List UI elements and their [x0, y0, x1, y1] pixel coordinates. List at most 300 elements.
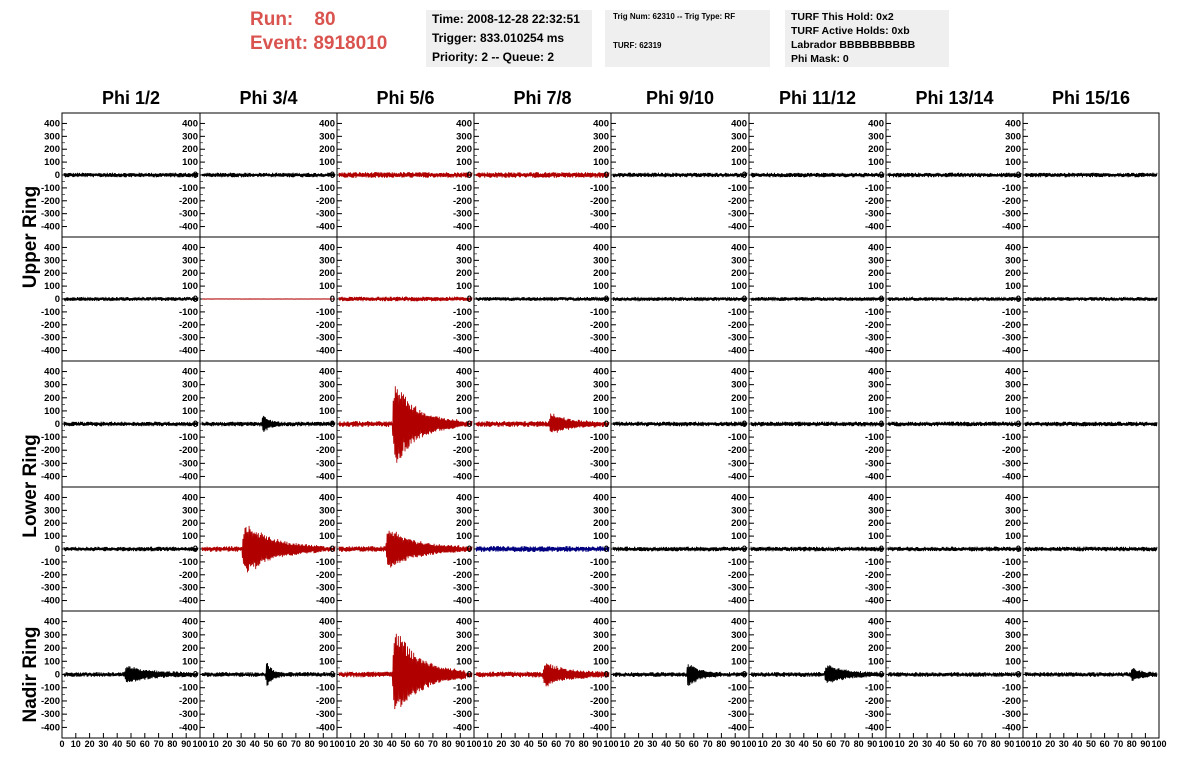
y-tick-label: 200 — [44, 518, 60, 530]
y-tick-label: 300 — [731, 255, 747, 267]
y-tick-label: -200 — [589, 569, 609, 581]
x-tick-label: 100 — [329, 739, 345, 749]
y-tick-label: -200 — [589, 695, 609, 707]
y-tick-label: -200 — [864, 319, 884, 331]
x-tick-label: 100 — [466, 739, 482, 749]
y-tick-label: 200 — [319, 268, 335, 280]
x-tick-label: 60 — [1099, 739, 1110, 749]
y-tick-label: -200 — [315, 319, 335, 331]
y-tick-label: -200 — [315, 195, 335, 207]
y-tick-label: -400 — [40, 595, 60, 607]
y-tick-label: 0 — [1015, 669, 1021, 681]
y-tick-label: 0 — [1015, 419, 1021, 430]
y-tick-label: 0 — [466, 669, 472, 681]
y-tick-label: 400 — [456, 492, 472, 504]
y-tick-label: 200 — [44, 643, 60, 655]
x-tick-label: 10 — [482, 739, 493, 749]
y-tick-label: 200 — [44, 392, 60, 404]
y-tick-label: 400 — [593, 616, 609, 628]
phi-column-title: Phi 9/10 — [645, 88, 715, 108]
y-tick-label: -100 — [727, 306, 747, 318]
x-tick-label: 100 — [878, 739, 894, 749]
y-tick-label: 200 — [731, 268, 747, 280]
y-tick-label: -400 — [315, 345, 335, 357]
x-tick-label: 90 — [318, 739, 329, 749]
y-tick-label: 200 — [182, 144, 198, 156]
y-tick-label: 300 — [868, 629, 884, 641]
y-tick-label: -200 — [1001, 695, 1021, 707]
y-tick-label: -400 — [727, 345, 747, 357]
waveform-trace — [202, 416, 335, 432]
y-tick-label: 0 — [54, 669, 60, 681]
y-tick-label: 0 — [54, 419, 60, 430]
y-tick-label: -100 — [1001, 432, 1021, 444]
x-tick-label: 40 — [386, 739, 397, 749]
y-tick-label: 300 — [1005, 131, 1021, 143]
waveform-trace — [751, 422, 884, 427]
y-tick-label: -400 — [1001, 471, 1021, 483]
x-tick-label: 30 — [373, 739, 384, 749]
y-tick-label: 300 — [182, 255, 198, 267]
y-tick-label: 100 — [593, 405, 609, 417]
y-tick-label: -200 — [40, 695, 60, 707]
y-tick-label: -100 — [40, 682, 60, 694]
y-tick-label: -100 — [315, 682, 335, 694]
x-tick-label: 10 — [757, 739, 768, 749]
waveform-trace — [64, 422, 198, 427]
y-tick-label: 100 — [319, 656, 335, 668]
phi-column-title: Phi 7/8 — [513, 88, 572, 108]
y-tick-label: 0 — [741, 419, 747, 430]
phi-column-title: Phi 15/16 — [1051, 88, 1131, 108]
y-tick-label: 100 — [868, 281, 884, 293]
y-tick-label: -400 — [589, 722, 609, 734]
waveform-trace — [476, 172, 609, 178]
y-tick-label: -300 — [452, 208, 472, 220]
y-tick-label: 100 — [593, 281, 609, 293]
run-label: Run: — [250, 9, 294, 30]
y-tick-label: -300 — [40, 208, 60, 220]
y-tick-label: 400 — [1005, 492, 1021, 504]
y-tick-label: -100 — [452, 182, 472, 194]
waveform-trace — [1025, 173, 1157, 178]
x-tick-label: 40 — [935, 739, 946, 749]
y-tick-label: 300 — [456, 629, 472, 641]
y-tick-label: 200 — [456, 518, 472, 530]
y-tick-label: 400 — [868, 492, 884, 504]
ring-label: Lower Ring — [20, 434, 41, 538]
y-tick-label: 400 — [1005, 242, 1021, 254]
y-tick-label: 300 — [456, 379, 472, 391]
y-tick-label: -400 — [1001, 345, 1021, 357]
y-tick-label: 0 — [466, 170, 472, 181]
y-tick-label: 0 — [54, 170, 60, 181]
y-tick-label: 400 — [868, 118, 884, 130]
x-tick-label: 50 — [125, 739, 137, 749]
y-tick-label: 200 — [868, 392, 884, 404]
y-tick-label: -200 — [178, 445, 198, 457]
y-tick-label: 0 — [741, 669, 747, 681]
waveform-trace — [476, 414, 609, 433]
y-tick-label: -100 — [452, 306, 472, 318]
waveform-trace — [751, 547, 884, 552]
y-tick-label: 100 — [1005, 405, 1021, 417]
x-tick-label: 50 — [812, 739, 823, 749]
y-tick-label: 300 — [182, 131, 198, 143]
y-tick-label: 400 — [44, 242, 60, 254]
waveform-trace — [64, 173, 198, 178]
waveform-trace — [339, 172, 472, 178]
y-tick-label: 400 — [731, 616, 747, 628]
y-tick-label: -300 — [178, 709, 198, 721]
y-tick-label: -300 — [315, 582, 335, 594]
x-tick-label: 80 — [304, 739, 315, 749]
y-tick-label: 400 — [1005, 616, 1021, 628]
x-tick-label: 40 — [798, 739, 809, 749]
y-tick-label: 0 — [329, 419, 335, 430]
y-tick-label: -300 — [727, 709, 747, 721]
y-tick-label: -100 — [178, 682, 198, 694]
y-tick-label: -300 — [864, 582, 884, 594]
y-tick-label: -100 — [1001, 682, 1021, 694]
y-tick-label: -200 — [1001, 195, 1021, 207]
y-tick-label: 100 — [593, 157, 609, 169]
y-tick-label: -200 — [864, 195, 884, 207]
x-tick-label: 70 — [976, 739, 987, 749]
turf-text: TURF: 62319 — [613, 41, 662, 50]
y-tick-label: -100 — [727, 556, 747, 568]
x-tick-label: 30 — [510, 739, 521, 749]
waveform-trace — [613, 664, 747, 686]
y-tick-label: 200 — [593, 518, 609, 530]
y-tick-label: 100 — [182, 531, 198, 543]
y-tick-label: 400 — [593, 118, 609, 130]
y-tick-label: 400 — [182, 118, 198, 130]
y-tick-label: 200 — [593, 643, 609, 655]
y-tick-label: 0 — [192, 419, 198, 430]
y-tick-label: 300 — [44, 255, 60, 267]
y-tick-label: -200 — [1001, 445, 1021, 457]
y-tick-label: 200 — [319, 643, 335, 655]
waveform-trace — [476, 297, 609, 301]
x-tick-label: 50 — [1085, 739, 1097, 749]
y-tick-label: -400 — [315, 471, 335, 483]
x-tick-label: 60 — [826, 739, 837, 749]
y-tick-label: 300 — [731, 505, 747, 517]
x-tick-label: 40 — [249, 739, 260, 749]
waveform-trace — [613, 547, 747, 552]
waveform-trace — [613, 173, 747, 178]
y-tick-label: 100 — [731, 405, 747, 417]
time-text: Time: 2008-12-28 22:32:51 — [432, 12, 580, 26]
y-tick-label: 200 — [319, 144, 335, 156]
y-tick-label: 0 — [603, 294, 609, 305]
phi-column-title: Phi 3/4 — [239, 88, 298, 108]
y-tick-label: -200 — [589, 445, 609, 457]
x-tick-label: 0 — [59, 739, 65, 749]
y-tick-label: 200 — [456, 392, 472, 404]
y-tick-label: -100 — [864, 556, 884, 568]
y-tick-label: -300 — [452, 709, 472, 721]
x-tick-label: 70 — [1113, 739, 1124, 749]
y-tick-label: 200 — [731, 643, 747, 655]
y-tick-label: 200 — [182, 268, 198, 280]
y-tick-label: 300 — [731, 131, 747, 143]
y-tick-label: 400 — [593, 366, 609, 378]
y-tick-label: -100 — [315, 306, 335, 318]
y-tick-label: 100 — [593, 531, 609, 543]
y-tick-label: -300 — [589, 332, 609, 344]
y-tick-label: -300 — [864, 208, 884, 220]
x-tick-label: 80 — [1126, 739, 1137, 749]
y-tick-label: 100 — [182, 656, 198, 668]
x-tick-label: 30 — [1058, 739, 1069, 749]
y-tick-label: 0 — [878, 170, 884, 181]
y-tick-label: -300 — [864, 709, 884, 721]
y-tick-label: -400 — [452, 345, 472, 357]
y-tick-label: -200 — [315, 445, 335, 457]
y-tick-label: 0 — [329, 544, 335, 555]
waveform-trace — [888, 547, 1021, 552]
y-tick-label: 400 — [182, 616, 198, 628]
y-tick-label: -400 — [178, 345, 198, 357]
y-tick-label: 200 — [44, 144, 60, 156]
y-tick-label: 100 — [44, 281, 60, 293]
y-tick-label: -400 — [1001, 595, 1021, 607]
waveform-trace — [339, 297, 472, 302]
y-tick-label: -200 — [1001, 319, 1021, 331]
y-tick-label: -200 — [452, 445, 472, 457]
y-tick-label: 0 — [192, 669, 198, 681]
y-tick-label: 400 — [44, 118, 60, 130]
x-tick-label: 30 — [785, 739, 796, 749]
y-tick-label: -200 — [178, 695, 198, 707]
y-tick-label: -300 — [1001, 582, 1021, 594]
y-tick-label: 100 — [182, 157, 198, 169]
y-tick-label: -100 — [315, 182, 335, 194]
y-tick-label: 200 — [456, 144, 472, 156]
x-tick-label: 40 — [661, 739, 672, 749]
y-tick-label: 400 — [1005, 366, 1021, 378]
y-tick-label: -200 — [452, 695, 472, 707]
y-tick-label: 400 — [456, 366, 472, 378]
y-tick-label: 100 — [1005, 531, 1021, 543]
turf-this-hold-text: TURF This Hold: 0x2 — [791, 11, 894, 23]
y-tick-label: -300 — [1001, 458, 1021, 470]
y-tick-label: 300 — [1005, 379, 1021, 391]
y-tick-label: -400 — [864, 595, 884, 607]
y-tick-label: -200 — [315, 695, 335, 707]
waveform-trace — [888, 672, 1021, 677]
y-tick-label: 100 — [1005, 157, 1021, 169]
y-tick-label: -100 — [40, 556, 60, 568]
y-tick-label: 0 — [878, 544, 884, 555]
x-tick-label: 50 — [263, 739, 274, 749]
x-tick-label: 60 — [963, 739, 974, 749]
y-tick-label: -300 — [315, 332, 335, 344]
y-tick-label: 100 — [44, 531, 60, 543]
y-tick-label: 100 — [593, 656, 609, 668]
y-tick-label: 300 — [593, 379, 609, 391]
y-tick-label: 300 — [731, 629, 747, 641]
y-tick-label: 300 — [731, 379, 747, 391]
phi-column-title: Phi 5/6 — [376, 88, 435, 108]
y-tick-label: -200 — [40, 445, 60, 457]
y-tick-label: 100 — [731, 157, 747, 169]
y-tick-label: 0 — [603, 544, 609, 555]
y-tick-label: -300 — [864, 332, 884, 344]
y-tick-label: 300 — [868, 379, 884, 391]
y-tick-label: 400 — [731, 242, 747, 254]
y-tick-label: 0 — [603, 170, 609, 181]
priority-queue-text: Priority: 2 -- Queue: 2 — [432, 50, 555, 64]
y-tick-label: 0 — [192, 170, 198, 181]
y-tick-label: 400 — [593, 242, 609, 254]
y-tick-label: -300 — [40, 582, 60, 594]
y-tick-label: -100 — [315, 556, 335, 568]
y-tick-label: -100 — [452, 682, 472, 694]
y-tick-label: -100 — [178, 432, 198, 444]
labrador-text: Labrador BBBBBBBBBB — [791, 39, 916, 51]
y-tick-label: -400 — [589, 595, 609, 607]
y-tick-label: -400 — [589, 471, 609, 483]
y-tick-label: -100 — [1001, 306, 1021, 318]
y-tick-label: 100 — [456, 405, 472, 417]
x-tick-label: 80 — [578, 739, 589, 749]
y-tick-label: 400 — [319, 242, 335, 254]
y-tick-label: -100 — [864, 182, 884, 194]
y-tick-label: -200 — [1001, 569, 1021, 581]
y-tick-label: -400 — [727, 221, 747, 233]
y-tick-label: 300 — [319, 379, 335, 391]
y-tick-label: -100 — [589, 432, 609, 444]
y-tick-label: 300 — [868, 505, 884, 517]
y-tick-label: -400 — [452, 471, 472, 483]
x-tick-label: 20 — [359, 739, 370, 749]
y-tick-label: -400 — [178, 471, 198, 483]
y-tick-label: -400 — [864, 471, 884, 483]
y-tick-label: 200 — [182, 392, 198, 404]
waveform-trace — [613, 297, 747, 301]
y-tick-label: -200 — [452, 569, 472, 581]
y-tick-label: 200 — [182, 518, 198, 530]
x-tick-label: 70 — [290, 739, 301, 749]
y-tick-label: 400 — [319, 616, 335, 628]
y-tick-label: 200 — [182, 643, 198, 655]
y-tick-label: -400 — [727, 471, 747, 483]
y-tick-label: -100 — [315, 432, 335, 444]
phi-mask-text: Phi Mask: 0 — [791, 53, 849, 65]
y-tick-label: 0 — [741, 544, 747, 555]
x-tick-label: 50 — [537, 739, 548, 749]
y-tick-label: -100 — [864, 682, 884, 694]
y-tick-label: 200 — [731, 144, 747, 156]
x-tick-label: 30 — [98, 739, 109, 749]
y-tick-label: 0 — [603, 669, 609, 681]
x-tick-label: 90 — [455, 739, 466, 749]
y-tick-label: 0 — [1015, 170, 1021, 181]
y-tick-label: 300 — [1005, 505, 1021, 517]
waveform-trace — [751, 665, 884, 683]
y-tick-label: 100 — [868, 405, 884, 417]
y-tick-label: 200 — [593, 392, 609, 404]
waveform-trace — [64, 666, 198, 682]
x-tick-label: 90 — [867, 739, 878, 749]
y-tick-label: 200 — [868, 144, 884, 156]
x-tick-label: 100 — [741, 739, 757, 749]
y-tick-label: -300 — [315, 208, 335, 220]
y-tick-label: -400 — [40, 471, 60, 483]
y-tick-label: 400 — [731, 492, 747, 504]
y-tick-label: -200 — [727, 569, 747, 581]
y-tick-label: 0 — [1015, 544, 1021, 555]
y-tick-label: 0 — [603, 419, 609, 430]
x-tick-label: 50 — [674, 739, 686, 749]
y-tick-label: 400 — [44, 616, 60, 628]
ring-label: Nadir Ring — [20, 626, 41, 723]
y-tick-label: -100 — [864, 432, 884, 444]
waveform-trace — [476, 546, 609, 552]
y-tick-label: -100 — [40, 432, 60, 444]
x-tick-label: 40 — [112, 739, 123, 749]
run-value: 80 — [314, 9, 336, 30]
y-tick-label: -300 — [727, 208, 747, 220]
y-tick-label: -400 — [452, 221, 472, 233]
y-tick-label: 200 — [319, 392, 335, 404]
y-tick-label: -300 — [727, 458, 747, 470]
y-tick-label: 100 — [1005, 656, 1021, 668]
x-tick-label: 60 — [414, 739, 425, 749]
y-tick-label: 400 — [868, 366, 884, 378]
y-tick-label: -200 — [452, 195, 472, 207]
y-tick-label: 200 — [593, 144, 609, 156]
y-tick-label: 0 — [329, 294, 335, 305]
y-tick-label: 400 — [182, 242, 198, 254]
y-tick-label: -300 — [178, 458, 198, 470]
phi-column-title: Phi 13/14 — [915, 88, 994, 108]
y-tick-label: 300 — [593, 505, 609, 517]
y-tick-label: -200 — [452, 319, 472, 331]
y-tick-label: -300 — [178, 332, 198, 344]
y-tick-label: 200 — [1005, 144, 1021, 156]
y-tick-label: -100 — [178, 556, 198, 568]
y-tick-label: -300 — [1001, 332, 1021, 344]
y-tick-label: 300 — [868, 131, 884, 143]
y-tick-label: 100 — [456, 531, 472, 543]
x-tick-label: 100 — [1151, 739, 1167, 749]
x-tick-label: 70 — [839, 739, 850, 749]
y-tick-label: -100 — [1001, 182, 1021, 194]
y-tick-label: -400 — [727, 595, 747, 607]
waveform-trace — [64, 547, 198, 552]
y-tick-label: -400 — [315, 595, 335, 607]
x-tick-label: 60 — [277, 739, 288, 749]
y-tick-label: -400 — [178, 221, 198, 233]
x-tick-label: 60 — [139, 739, 150, 749]
x-tick-label: 30 — [922, 739, 933, 749]
y-tick-label: -200 — [589, 195, 609, 207]
waveform-trace — [64, 297, 198, 301]
y-tick-label: -200 — [178, 195, 198, 207]
y-tick-label: 400 — [593, 492, 609, 504]
y-tick-label: 0 — [54, 544, 60, 555]
waveform-trace — [613, 422, 747, 427]
x-tick-label: 70 — [702, 739, 713, 749]
y-tick-label: 100 — [731, 656, 747, 668]
y-tick-label: 400 — [868, 616, 884, 628]
x-tick-label: 20 — [908, 739, 919, 749]
y-tick-label: -300 — [452, 332, 472, 344]
